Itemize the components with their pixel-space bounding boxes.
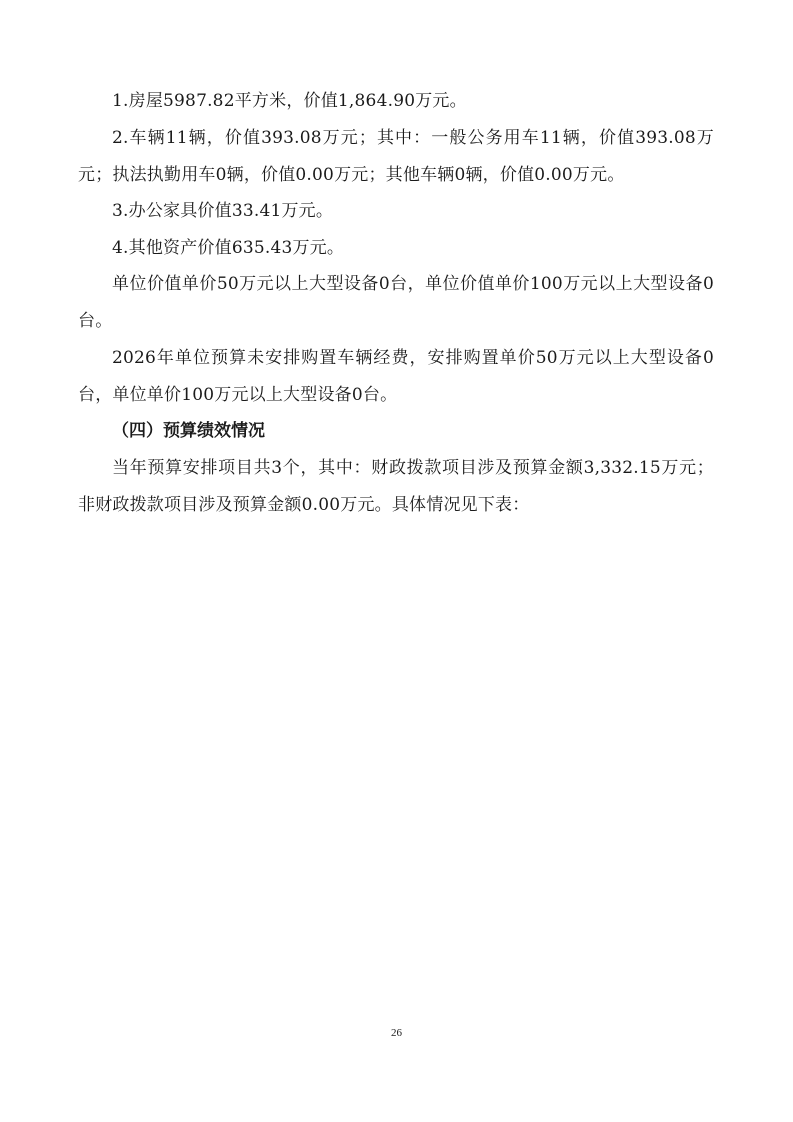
paragraph-2026-budget: 2026年单位预算未安排购置车辆经费，安排购置单价50万元以上大型设备0台，单位单价100万元以上大型设备0台。 [78, 348, 714, 405]
paragraph-furniture: 3.办公家具价值33.41万元。 [112, 201, 334, 221]
paragraph-vehicles: 2.车辆11辆，价值393.08万元；其中：一般公务用车11辆，价值393.08万元；执法执勤用车0辆，价值0.00万元；其他车辆0辆，价值0.00万元。 [78, 128, 714, 185]
paragraph-large-equipment: 单位价值单价50万元以上大型设备0台，单位价值单价100万元以上大型设备0台。 [78, 274, 714, 331]
paragraph-housing: 1.房屋5987.82平方米，价值1,864.90万元。 [112, 91, 467, 111]
page-number: 26 [391, 1027, 402, 1039]
paragraph-other-assets: 4.其他资产价值635.43万元。 [112, 238, 345, 258]
paragraph-projects: 当年预算安排项目共3个，其中：财政拨款项目涉及预算金额3,332.15万元；非财政拨款项目涉及预算金额0.00万元。具体情况见下表： [78, 458, 714, 515]
section-heading: （四）预算绩效情况 [112, 421, 265, 441]
